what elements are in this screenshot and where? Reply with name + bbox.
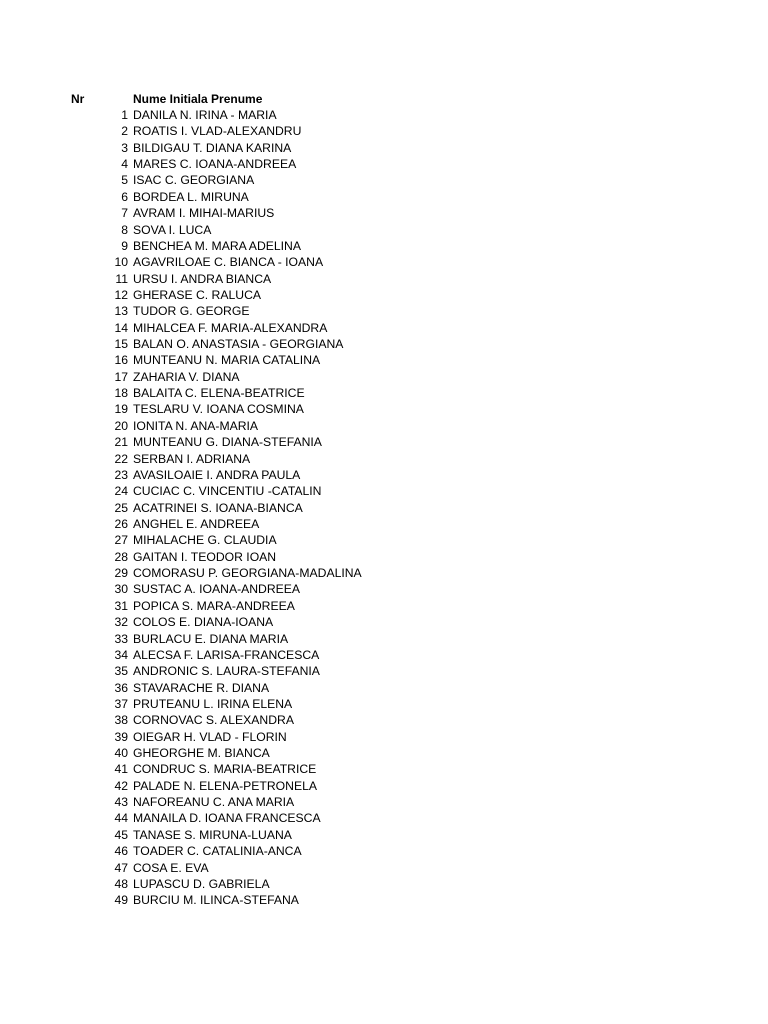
table-row: [0, 647, 768, 663]
row-number: 43: [114, 795, 128, 810]
column-header-nr: Nr: [71, 92, 85, 106]
table-row: [0, 107, 768, 123]
table-row: [0, 892, 768, 908]
table-row: [0, 549, 768, 565]
row-number: 2: [121, 124, 128, 139]
table-row: [0, 385, 768, 401]
row-number: 4: [121, 157, 128, 172]
table-row: [0, 401, 768, 417]
row-number: 8: [121, 222, 128, 237]
student-name: TUDOR G. GEORGE: [133, 304, 250, 319]
table-row: [0, 336, 768, 352]
student-name: ISAC C. GEORGIANA: [133, 173, 255, 188]
student-name: MUNTEANU G. DIANA-STEFANIA: [133, 435, 322, 450]
table-row: [0, 254, 768, 270]
student-name: COSA E. EVA: [133, 860, 209, 875]
student-name: OIEGAR H. VLAD - FLORIN: [133, 729, 287, 744]
table-row: [0, 810, 768, 826]
student-name: AGAVRILOAE C. BIANCA - IOANA: [133, 255, 324, 270]
table-header: [0, 91, 768, 107]
student-name: AVRAM I. MIHAI-MARIUS: [133, 206, 275, 221]
student-name: CONDRUC S. MARIA-BEATRICE: [133, 762, 317, 777]
table-row: [0, 663, 768, 679]
row-number: 35: [114, 664, 128, 679]
row-number: 48: [114, 876, 128, 891]
row-number: 29: [114, 566, 128, 581]
student-name: GHEORGHE M. BIANCA: [133, 746, 270, 761]
student-name: COMORASU P. GEORGIANA-MADALINA: [133, 566, 362, 581]
row-number: 17: [114, 369, 128, 384]
student-name: BURCIU M. ILINCA-STEFANA: [133, 893, 299, 908]
row-number: 11: [115, 271, 128, 286]
table-row: [0, 598, 768, 614]
table-row: [0, 696, 768, 712]
student-name: ACATRINEI S. IOANA-BIANCA: [133, 500, 303, 515]
row-number: 5: [121, 173, 128, 188]
student-name: ANDRONIC S. LAURA-STEFANIA: [133, 664, 320, 679]
table-row: [0, 434, 768, 450]
student-name: ANGHEL E. ANDREEA: [133, 516, 260, 531]
row-number: 46: [114, 844, 128, 859]
row-number: 39: [114, 729, 128, 744]
student-name: IONITA N. ANA-MARIA: [133, 418, 259, 433]
row-number: 45: [114, 827, 128, 842]
table-row: [0, 827, 768, 843]
table-row: [0, 532, 768, 548]
student-name: PRUTEANU L. IRINA ELENA: [133, 696, 293, 711]
student-name: DANILA N. IRINA - MARIA: [133, 108, 277, 122]
row-number: 14: [114, 320, 128, 335]
row-number: 37: [114, 696, 128, 711]
table-row: [0, 467, 768, 483]
table-row: [0, 843, 768, 859]
student-name: ZAHARIA V. DIANA: [133, 369, 240, 384]
student-name: GAITAN I. TEODOR IOAN: [133, 549, 277, 564]
row-number: 33: [114, 631, 128, 646]
row-number: 7: [121, 206, 128, 221]
table-row: [0, 123, 768, 139]
table-row: [0, 712, 768, 728]
table-row: [0, 205, 768, 221]
row-number: 1: [121, 108, 128, 122]
table-row: [0, 483, 768, 499]
row-number: 12: [114, 287, 128, 302]
student-name: PALADE N. ELENA-PETRONELA: [133, 778, 317, 793]
student-list: [0, 107, 768, 909]
row-number: 25: [114, 500, 128, 515]
student-name: ALECSA F. LARISA-FRANCESCA: [133, 647, 320, 662]
table-row: [0, 418, 768, 434]
student-name: MIHALCEA F. MARIA-ALEXANDRA: [133, 320, 328, 335]
row-number: 19: [114, 402, 128, 417]
student-name: TESLARU V. IOANA COSMINA: [133, 402, 304, 417]
row-number: 9: [121, 238, 128, 253]
table-row: [0, 631, 768, 647]
student-name: POPICA S. MARA-ANDREEA: [133, 598, 295, 613]
table-row: [0, 140, 768, 156]
student-name: BORDEA L. MIRUNA: [133, 189, 249, 204]
column-header-name: Nume Initiala Prenume: [133, 92, 263, 106]
row-number: 3: [121, 140, 128, 155]
student-name: CUCIAC C. VINCENTIU -CATALIN: [133, 484, 322, 499]
table-row: [0, 451, 768, 467]
student-name: TOADER C. CATALINIA-ANCA: [133, 844, 302, 859]
table-row: [0, 222, 768, 238]
row-number: 34: [114, 647, 128, 662]
row-number: 15: [114, 337, 128, 352]
student-name: CORNOVAC S. ALEXANDRA: [133, 713, 294, 728]
row-number: 40: [114, 746, 128, 761]
row-number: 42: [114, 778, 128, 793]
row-number: 26: [114, 516, 128, 531]
table-row: [0, 876, 768, 892]
row-number: 23: [114, 467, 128, 482]
student-name: URSU I. ANDRA BIANCA: [133, 271, 272, 286]
student-name: SOVA I. LUCA: [133, 222, 212, 237]
table-row: [0, 287, 768, 303]
student-name: BURLACU E. DIANA MARIA: [133, 631, 289, 646]
student-name: COLOS E. DIANA-IOANA: [133, 615, 274, 630]
table-row: [0, 189, 768, 205]
table-row: [0, 369, 768, 385]
student-name: TANASE S. MIRUNA-LUANA: [133, 827, 292, 842]
table-row: [0, 614, 768, 630]
row-number: 44: [114, 811, 128, 826]
table-row: [0, 352, 768, 368]
table-row: [0, 516, 768, 532]
table-row: [0, 860, 768, 876]
table-row: [0, 565, 768, 581]
student-name: MANAILA D. IOANA FRANCESCA: [133, 811, 321, 826]
row-number: 38: [114, 713, 128, 728]
student-name: MARES C. IOANA-ANDREEA: [133, 157, 297, 172]
table-row: [0, 581, 768, 597]
row-number: 16: [114, 353, 128, 368]
row-number: 13: [114, 304, 128, 319]
student-name: ROATIS I. VLAD-ALEXANDRU: [133, 124, 302, 139]
row-number: 10: [114, 255, 128, 270]
table-row: [0, 156, 768, 172]
table-row: [0, 271, 768, 287]
student-name: MIHALACHE G. CLAUDIA: [133, 533, 277, 548]
table-row: [0, 729, 768, 745]
student-name: BALAN O. ANASTASIA - GEORGIANA: [133, 337, 344, 352]
student-name: GHERASE C. RALUCA: [133, 287, 261, 302]
row-number: 21: [114, 435, 128, 450]
student-name: BILDIGAU T. DIANA KARINA: [133, 140, 292, 155]
student-name: BALAITA C. ELENA-BEATRICE: [133, 386, 305, 401]
row-number: 27: [114, 533, 128, 548]
student-name: LUPASCU D. GABRIELA: [133, 876, 270, 891]
row-number: 6: [121, 189, 128, 204]
table-row: [0, 303, 768, 319]
row-number: 32: [114, 615, 128, 630]
row-number: 47: [114, 860, 128, 875]
row-number: 28: [114, 549, 128, 564]
student-name: MUNTEANU N. MARIA CATALINA: [133, 353, 321, 368]
table-row: [0, 778, 768, 794]
row-number: 41: [114, 762, 128, 777]
row-number: 24: [114, 484, 128, 499]
student-name: STAVARACHE R. DIANA: [133, 680, 270, 695]
student-name: BENCHEA M. MARA ADELINA: [133, 238, 301, 253]
student-name: SUSTAC A. IOANA-ANDREEA: [133, 582, 301, 597]
table-row: [0, 172, 768, 188]
student-name: NAFOREANU C. ANA MARIA: [133, 795, 295, 810]
row-number: 49: [114, 893, 128, 908]
table-row: [0, 500, 768, 516]
student-name: AVASILOAIE I. ANDRA PAULA: [133, 467, 301, 482]
table-row: [0, 745, 768, 761]
table-row: [0, 680, 768, 696]
row-number: 31: [114, 598, 128, 613]
row-number: 22: [114, 451, 128, 466]
row-number: 36: [114, 680, 128, 695]
row-number: 18: [114, 386, 128, 401]
student-name: SERBAN I. ADRIANA: [133, 451, 251, 466]
table-row: [0, 761, 768, 777]
row-number: 20: [114, 418, 128, 433]
table-row: [0, 238, 768, 254]
table-row: [0, 794, 768, 810]
table-row: [0, 320, 768, 336]
row-number: 30: [114, 582, 128, 597]
